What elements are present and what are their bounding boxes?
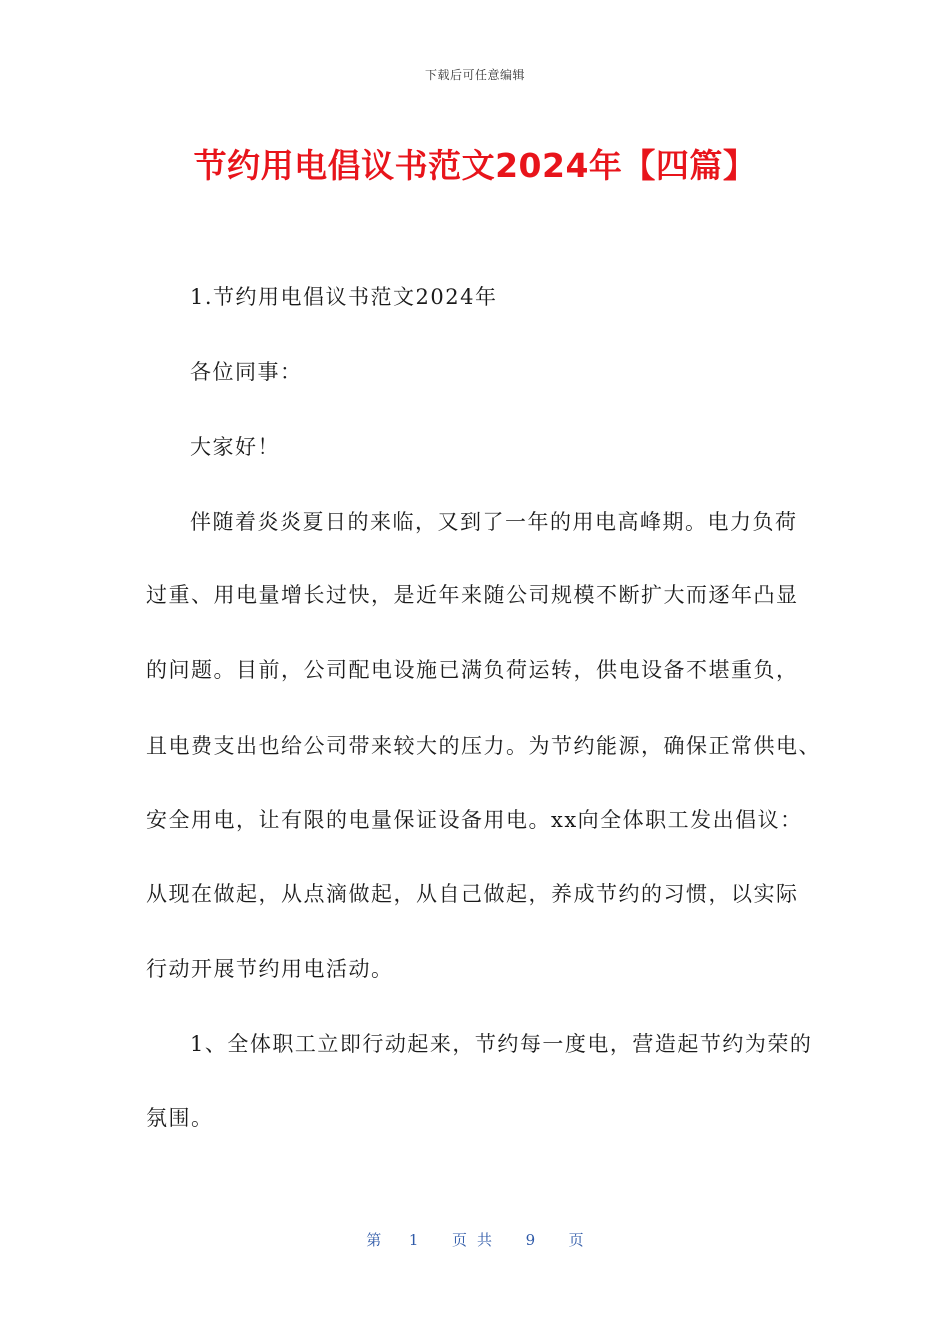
paragraph-line: 过重、用电量增长过快，是近年来随公司规模不断扩大而逐年凸显	[146, 583, 799, 607]
paragraph-line: 的问题。目前，公司配电设施已满负荷运转，供电设备不堪重负，	[146, 658, 799, 682]
current-page-number: 1	[408, 1231, 419, 1249]
total-pages-number: 9	[525, 1231, 536, 1249]
page-footer	[0, 1229, 950, 1250]
footer-suffix: 页	[568, 1231, 584, 1249]
footer-prefix: 第	[366, 1231, 382, 1249]
header-note: 下载后可任意编辑	[424, 68, 525, 82]
paragraph-line: 伴随着炎炎夏日的来临，又到了一年的用电高峰期。电力负荷	[190, 510, 798, 534]
list-item-line: 1、全体职工立即行动起来，节约每一度电，营造起节约为荣的	[190, 1032, 813, 1056]
greeting: 大家好！	[190, 435, 280, 459]
footer-middle: 页共	[451, 1231, 502, 1249]
paragraph-line: 且电费支出也给公司带来较大的压力。为节约能源，确保正常供电、	[146, 734, 821, 758]
salutation: 各位同事：	[190, 360, 303, 384]
section-heading: 1.节约用电倡议书范文2024年	[190, 285, 498, 309]
paragraph-line: 行动开展节约用电活动。	[146, 957, 394, 981]
paragraph-line: 安全用电，让有限的电量保证设备用电。xx向全体职工发出倡议：	[146, 808, 803, 832]
paragraph-line: 从现在做起，从点滴做起，从自己做起，养成节约的习惯，以实际	[146, 882, 799, 906]
document-title: 节约用电倡议书范文2024年【四篇】	[193, 146, 757, 185]
list-item-line: 氛围。	[146, 1106, 214, 1130]
